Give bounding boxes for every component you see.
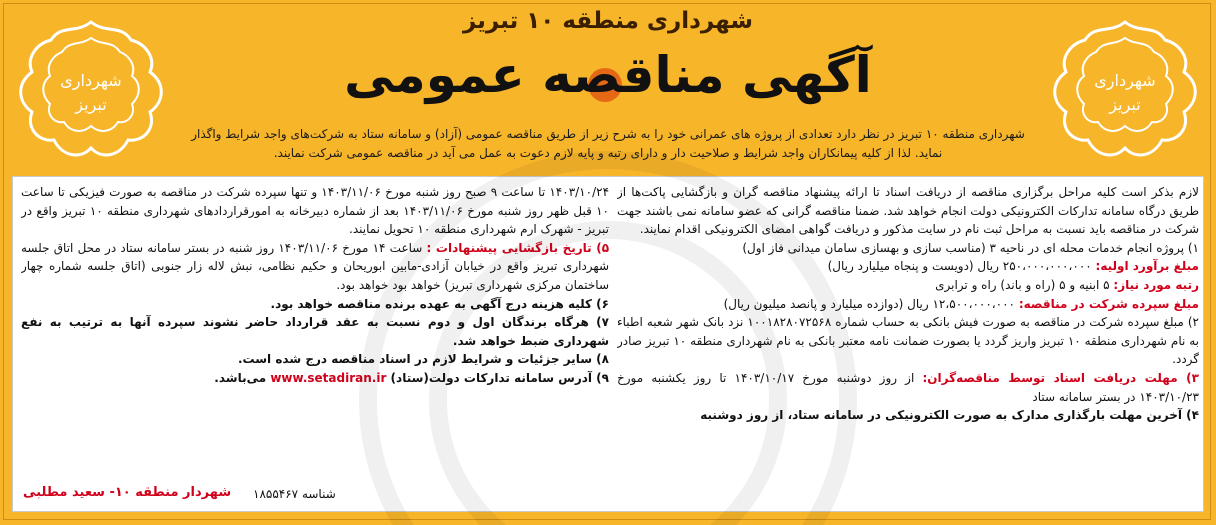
document-deadline-value: از روز دوشنبه مورخ ۱۴۰۳/۱۰/۱۷ تا روز یکشنبه مورخ ۱۴۰۳/۱۰/۲۳ در بستر سامانه ستاد bbox=[617, 370, 1199, 404]
details-item: ۸) سایر جزئیات و شرایط لازم در اسناد مناقصه درج شده است. bbox=[237, 352, 609, 367]
ad-body bbox=[12, 176, 1204, 512]
general-notice: لازم بذکر است کلیه مراحل برگزاری مناقصه از دریافت اسناد تا ارائه پیشنهاد مناقصه گران و بازگشایی پاکت‌ها از طریق درگاه سامانه تدارکات الکترونیکی دولت انجام خواهد شد. ضمنا مناقصه گرانی که عضو سامانه نمی باشند جهت شرکت در مناقصه باید نسبت به مراحل ثبت نام در سایت مذکور و دریافت گواهی امضای الکترونیکی اقدام نمایند. bbox=[617, 185, 1199, 237]
deposit-payment-item: ۲) مبلغ سپرده شرکت در مناقصه به صورت فیش بانکی به حساب شماره ۱۰۰۱۸۲۸۰۷۲۵۶۸ نزد بانک شهر شعبه اطباء به نام شهرداری منطقه ۱۰ تبریز واریز گردد یا بصورت ضمانت نامه معتبر بانکی به نام شهرداری منطقه ۱۰ تبریز صادر گردد. bbox=[617, 315, 1199, 367]
ad-id: شناسه ۱۸۵۵۴۶۷ bbox=[253, 487, 336, 501]
municipality-logo-left bbox=[6, 14, 176, 164]
estimate-line bbox=[617, 257, 1199, 276]
setad-url-link[interactable]: www.setadiran.ir bbox=[270, 370, 387, 385]
estimate-label: مبلغ برآورد اولیه: bbox=[1095, 259, 1199, 274]
opening-date-item bbox=[21, 239, 609, 295]
intro-text: شهرداری منطقه ۱۰ تبریز در نظر دارد تعدادی از پروژه های عمرانی خود را به شرح زیر از طریق مناقصه عمومی (آزاد) و سامانه ستاد به شرکت‌های واجد شرایط واگذار نماید. لذا از کلیه پیمانکاران واجد شرایط و صلاحیت دار و دارای رتبه و پایه لازم دعوت به عمل می آید در مناقصه عمومی شرکت نمایند. bbox=[191, 127, 1025, 160]
ad-cost-item: ۶) کلیه هزینه درج آگهی به عهده برنده مناقصه خواهد بود. bbox=[270, 296, 609, 311]
logo-text-2: تبریز bbox=[1109, 95, 1141, 114]
signature: شهردار منطقه ۱۰- سعید مطلبی bbox=[23, 485, 232, 500]
setad-address-item bbox=[21, 369, 609, 388]
upload-deadline-item: ۴) آخرین مهلت بارگذاری مدارک به صورت الکترونیکی در سامانه ستاد، از روز دوشنبه bbox=[700, 408, 1199, 423]
document-deadline-label: ۳) مهلت دریافت اسناد توسط مناقصه‌گران: bbox=[922, 370, 1199, 385]
document-deadline-item bbox=[617, 369, 1199, 406]
ad-title: آگهی مناقصه عمومی bbox=[344, 46, 872, 104]
grade-label: رتبه مورد نیاز: bbox=[1113, 277, 1199, 292]
opening-date-value: ساعت ۱۴ مورخ ۱۴۰۳/۱۱/۰۶ روز شنبه در بستر سامانه ستاد در محل اتاق جلسه شهرداری تبریز واقع در خیابان آزادی-مابین ابوریحان و حکیم نظامی، نبش لاله زار جنوبی (اتاق جلسه شماره چهار ساختمان مرکزی شهرداری تبریز) خواهد بود خواهد بود. bbox=[21, 240, 609, 292]
deposit-label: مبلغ سپرده شرکت در مناقصه: bbox=[1018, 296, 1199, 311]
deposit-line bbox=[617, 295, 1199, 314]
right-column bbox=[617, 183, 1199, 509]
municipality-logo-right bbox=[1040, 14, 1210, 164]
setad-suffix: می‌باشد. bbox=[214, 370, 267, 385]
grade-value: ۵ ابنیه و ۵ (راه و باند) راه و ترابری bbox=[935, 277, 1110, 292]
logo-text-1: شهرداری bbox=[60, 71, 122, 90]
logo-text-1: شهرداری bbox=[1094, 71, 1156, 90]
logo-text-2: تبریز bbox=[75, 95, 107, 114]
grade-line bbox=[617, 276, 1199, 295]
opening-date-label: ۵) تاریخ بازگشایی پیشنهادات : bbox=[426, 240, 609, 255]
deposit-value: ۱۲،۵۰۰،۰۰۰،۰۰۰ ریال (دوازده میلیارد و پانصد میلیون ریال) bbox=[723, 296, 1016, 311]
left-column bbox=[21, 183, 609, 509]
setad-prefix: ۹) آدرس سامانه تدارکات دولت(ستاد) bbox=[390, 370, 609, 385]
upload-deadline-continued: ۱۴۰۳/۱۰/۲۴ تا ساعت ۹ صبح روز شنبه مورخ ۱۴۰۳/۱۱/۰۶ و تنها سپرده شرکت در مناقصه به صورت فیزیکی تا ساعت ۱۰ قبل ظهر روز شنبه مورخ ۱۴۰۳/۱۱/۰۶ بعد از شماره دبیرخانه به امورقراردادهای شهرداری منطقه ۱۰ تبریز واقع در تبریز - شهرک ارم شهرداری منطقه ۱۰ تحویل نمایند. bbox=[21, 185, 609, 237]
forfeit-item: ۷) هرگاه برندگان اول و دوم نسبت به عقد قرارداد حاضر نشوند سپرده آنها به ترتیب به نفع شهرداری ضبط خواهد شد. bbox=[21, 315, 609, 348]
municipality-name: شهرداری منطقه ۱۰ تبریز bbox=[462, 8, 754, 34]
project-item-1: ۱) پروژه انجام خدمات محله ای در ناحیه ۳ (مناسب سازی و بهسازی سامان میدانی فاز اول) bbox=[742, 240, 1199, 255]
estimate-value: ۲۵۰،۰۰۰،۰۰۰،۰۰۰ ریال (دویست و پنجاه میلیارد ریال) bbox=[827, 259, 1092, 274]
